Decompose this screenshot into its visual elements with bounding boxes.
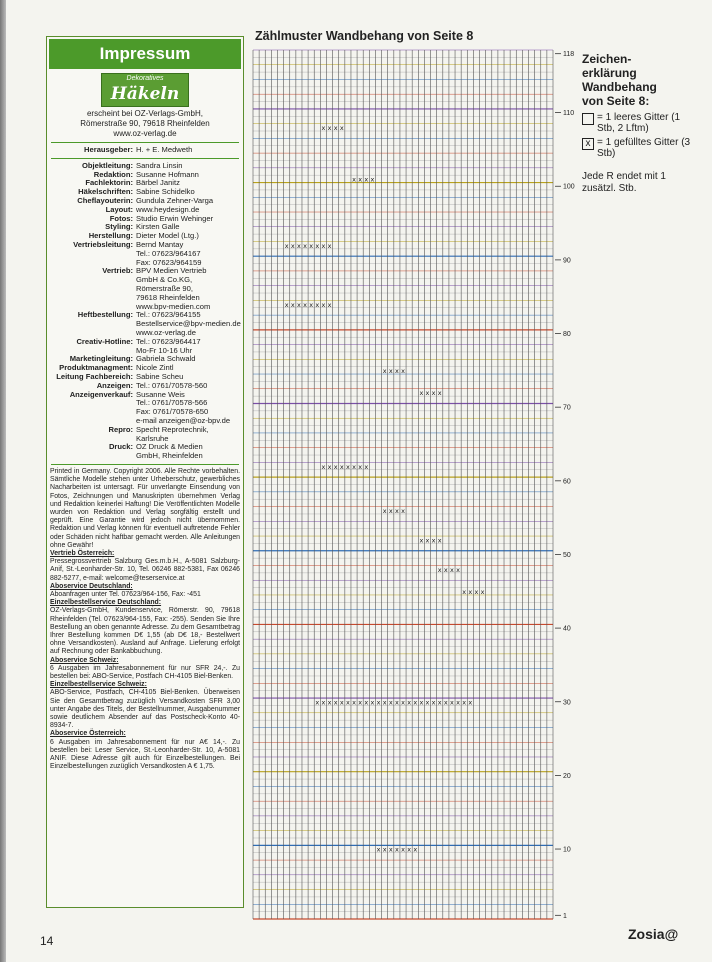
section-text: 6 Ausgaben im Jahresabonnement für nur SFR 24,-. Zu bestellen bei: ABO-Service, Postfach CH-4105 Biel-Benken.	[50, 664, 240, 680]
filled-cell-mark: x	[376, 845, 381, 854]
filled-cell-mark: x	[407, 845, 412, 854]
filled-cell-mark: x	[382, 845, 387, 854]
empty-square-icon	[582, 113, 594, 125]
credit-label: Heftbestellung:	[77, 310, 133, 320]
editor-value: H. + E. Medweth	[136, 145, 193, 154]
credit-value: Sabine Schidelko	[136, 187, 195, 197]
legend-empty-label: = 1 leeres Gitter (1 Stb, 2 Lftm)	[597, 112, 681, 134]
section-heading: Aboservice Schweiz:	[50, 656, 119, 664]
credit-value: Bernd Mantay Tel.: 07623/964167 Fax: 07623/964159	[136, 239, 202, 267]
filled-cell-mark: x	[437, 698, 442, 707]
credit-value: Nicole Zintl	[136, 363, 174, 373]
filled-square-icon: x	[582, 138, 594, 150]
filled-cell-mark: x	[364, 462, 369, 471]
logo-small-text: Dekoratives	[126, 75, 164, 82]
filled-cell-mark: x	[364, 175, 369, 184]
filled-cell-mark: x	[450, 698, 454, 707]
credit-label: Creativ-Hotline:	[76, 336, 133, 346]
filled-cell-mark: x	[303, 241, 307, 250]
credit-value: BPV Medien Vertrieb GmbH & Co.KG, Römerstraße 90, 79618 Rheinfelden www.bpv-medien.com	[136, 266, 211, 311]
filled-cell-mark: x	[321, 300, 326, 309]
credit-value: www.heydesign.de	[136, 204, 200, 214]
credit-label: Anzeigenverkauf:	[69, 389, 133, 399]
section-heading: Vertrieb Österreich:	[50, 549, 115, 557]
impressum-title: Impressum	[49, 39, 241, 69]
filled-cell-mark: x	[382, 698, 387, 707]
filled-cell-mark: x	[339, 462, 344, 471]
filled-cell-mark: x	[413, 845, 418, 854]
row-note: Jede R endet mit 1 zusätzl. Stb.	[582, 171, 666, 194]
filled-cell-mark: x	[419, 698, 424, 707]
row-label: 30	[563, 699, 571, 707]
filled-cell-mark: x	[327, 462, 332, 471]
credit-label: Häkelschriften:	[78, 187, 133, 197]
filled-cell-mark: x	[284, 241, 289, 250]
filled-cell-mark: x	[321, 241, 326, 250]
credit-label: Anzeigen:	[96, 380, 133, 390]
filled-cell-mark: x	[358, 462, 363, 471]
filled-cell-mark: x	[321, 698, 326, 707]
publisher-line: www.oz-verlag.de	[113, 129, 177, 138]
filled-cell-mark: x	[352, 175, 356, 184]
filled-cell-mark: x	[443, 565, 448, 574]
filled-cell-mark: x	[456, 565, 461, 574]
filled-cell-mark: x	[296, 241, 301, 250]
filled-cell-mark: x	[431, 698, 436, 707]
filled-cell-mark: x	[456, 698, 461, 707]
credit-value: Sabine Scheu	[136, 371, 184, 381]
filled-cell-mark: x	[290, 300, 295, 309]
filled-cell-mark: x	[321, 462, 326, 471]
filled-cell-mark: x	[462, 698, 467, 707]
credit-label: Produktmanagment:	[59, 363, 133, 373]
publisher-line: erscheint bei OZ-Verlags-GmbH,	[86, 109, 204, 118]
row-label: 40	[563, 625, 571, 633]
filled-cell-mark: x	[333, 462, 338, 471]
filled-cell-mark: x	[333, 124, 338, 133]
filled-cell-mark: x	[315, 698, 320, 707]
credit-value: Tel.: 0761/70578-560	[136, 380, 208, 390]
filled-cell-mark: x	[431, 389, 436, 398]
credit-label: Fotos:	[109, 213, 133, 223]
section-heading: Einzelbestellservice Schweiz:	[50, 681, 147, 689]
filled-cell-mark: x	[425, 698, 430, 707]
filled-cell-mark: x	[437, 536, 442, 545]
filled-cell-mark: x	[437, 389, 442, 398]
filled-cell-mark: x	[327, 300, 332, 309]
filled-cell-mark: x	[382, 506, 387, 515]
filled-cell-mark: x	[364, 698, 369, 707]
filled-cell-mark: x	[339, 698, 344, 707]
filled-cell-mark: x	[468, 587, 473, 596]
filled-cell-mark: x	[394, 698, 399, 707]
filled-cell-mark: x	[394, 367, 399, 376]
row-label: 1	[563, 912, 567, 920]
credit-value: Sandra Linsin	[136, 160, 183, 170]
filled-cell-mark: x	[388, 845, 393, 854]
filled-cell-mark: x	[450, 565, 454, 574]
credit-value: Studio Erwin Wehinger	[136, 213, 214, 223]
filled-cell-mark: x	[370, 175, 375, 184]
page-number: 14	[40, 934, 54, 948]
filled-cell-mark: x	[407, 698, 412, 707]
copyright-text: Printed in Germany. Copyright 2006. Alle Rechte vorbehalten. Sämtliche Modelle stehen unter Urheberschutz, gewerbliches Nacharbeiten ist untersagt. Für unverlangte Einsendung von Fotos, Zeichnungen und Manuskripten übernehmen Verlag und Redaktion keinerlei Haftung! Die Veröffentlichten Modelle wurden von Redaktion und Verlag sorgfältig erstellt und geprüft. Eine Garantie wird jedoch nicht übernommen. Redaktion und Verlag können für eventuell auftretende Fehler oder Schäden nicht haftbar gemacht werden. Alle Anleitungen ohne Gewähr!	[50, 467, 240, 549]
filled-cell-mark: x	[474, 587, 479, 596]
filled-cell-mark: x	[290, 241, 295, 250]
filled-cell-mark: x	[296, 300, 301, 309]
credit-value: Kirsten Galle	[136, 222, 180, 232]
filled-cell-mark: x	[413, 698, 418, 707]
filled-cell-mark: x	[303, 300, 307, 309]
credit-label: Objektleitung:	[81, 160, 133, 170]
filled-cell-mark: x	[401, 698, 405, 707]
credit-value: Susanne Hofmann	[136, 169, 199, 179]
section-text: 6 Ausgaben im Jahresabonnement für nur A€ 14,-. Zu bestellen bei: Leser Service, St.-Leonharder-Str. 10, A-5081 ANIF. Diese Adresse gilt auch für Einzelbestellungen. Bei Einzelbestellungen zuzüglich Versandkosten A € 1,75.	[50, 738, 240, 771]
filled-cell-mark: x	[394, 845, 399, 854]
row-label: 118	[563, 51, 575, 59]
credit-label: Vertriebsleitung:	[73, 239, 133, 249]
credit-value: Gundula Zehner-Varga	[136, 195, 214, 205]
credit-label: Layout:	[105, 204, 133, 214]
filled-cell-mark: x	[370, 698, 375, 707]
section-heading: Aboservice Deutschland:	[50, 582, 133, 590]
filled-cell-mark: x	[315, 300, 320, 309]
filled-cell-mark: x	[419, 536, 424, 545]
filled-cell-mark: x	[401, 367, 405, 376]
row-label: 20	[563, 772, 571, 780]
credit-value: Dieter Model (Ltg.)	[136, 231, 199, 241]
filled-cell-mark: x	[309, 241, 314, 250]
filled-cell-mark: x	[382, 367, 387, 376]
credit-label: Fachlektorin:	[85, 178, 133, 188]
credit-label: Redaktion:	[93, 169, 133, 179]
section-text: Pressegrossvertrieb Salzburg Ges.m.b.H., A-5081 Salzburg-Anif, St.-Leonharder-Str. 10, Tel. 06246 882-5381, Fax 06246 882-5277, e-mail: welcome@teserservice.at	[50, 558, 240, 582]
legend-title	[582, 52, 662, 108]
filled-cell-mark: x	[333, 698, 338, 707]
credit-label: Vertrieb:	[102, 266, 133, 276]
row-label: 10	[563, 846, 571, 854]
credit-label: Styling:	[105, 222, 133, 232]
section-text: Aboanfragen unter Tel. 07623/964-156, Fax: -451	[50, 590, 201, 598]
legend-title-text: Zeichen-erklärung Wandbehang von Seite 8:	[582, 52, 657, 108]
filled-cell-mark: x	[480, 587, 485, 596]
filled-cell-mark: x	[327, 124, 332, 133]
row-label: 50	[563, 551, 571, 559]
filled-cell-mark: x	[321, 124, 326, 133]
filled-cell-mark: x	[443, 698, 448, 707]
publisher-line: Römerstraße 90, 79618 Rheinfelden	[80, 119, 210, 128]
credit-label: Marketingleitung:	[69, 354, 133, 364]
editor-label: Herausgeber:	[84, 145, 133, 154]
filled-cell-mark: x	[468, 698, 473, 707]
legend-filled-label: = 1 gefülltes Gitter (3 Stb)	[597, 137, 691, 159]
filled-cell-mark: x	[309, 300, 314, 309]
filled-cell-mark: x	[358, 175, 363, 184]
filled-cell-mark: x	[462, 587, 467, 596]
filled-cell-mark: x	[388, 698, 393, 707]
filled-cell-mark: x	[345, 462, 350, 471]
credit-value: Susanne Weis Tel.: 0761/70578-566 Fax: 0761/70578-650 e-mail anzeigen@oz-bpv.de	[136, 389, 231, 425]
filled-cell-mark: x	[345, 698, 350, 707]
filled-cell-mark: x	[401, 506, 405, 515]
filled-cell-mark: x	[437, 565, 442, 574]
credit-value: Bärbel Janitz	[136, 178, 180, 188]
credit-value: OZ Druck & Medien GmbH, Rheinfelden	[136, 442, 203, 461]
filled-cell-mark: x	[315, 241, 320, 250]
credit-value: Tel.: 07623/964417 Mo-Fr 10-16 Uhr	[136, 336, 201, 355]
row-label: 60	[563, 478, 571, 486]
signature: Zosia@	[628, 926, 679, 942]
filled-cell-mark: x	[419, 389, 424, 398]
credit-label: Leitung Fachbereich:	[56, 371, 133, 381]
filled-cell-mark: x	[327, 241, 332, 250]
credit-value: Specht Reprotechnik, Karlsruhe	[136, 424, 209, 443]
filled-cell-mark: x	[388, 506, 393, 515]
credit-value: Tel.: 07623/964155 Bestellservice@bpv-medien.de www.oz-verlag.de	[136, 310, 241, 337]
filled-cell-mark: x	[284, 300, 289, 309]
row-label: 110	[563, 110, 575, 118]
section-heading: Aboservice Österreich:	[50, 730, 126, 738]
filled-cell-mark: x	[388, 367, 393, 376]
logo-title: Häkeln	[110, 84, 180, 104]
filled-cell-mark: x	[339, 124, 344, 133]
chart-title: Zählmuster Wandbehang von Seite 8	[255, 29, 474, 43]
filled-cell-mark: x	[425, 536, 430, 545]
section-text: OZ-Verlags-GmbH, Kundenservice, Römerstr. 90, 79618 Rheinfelden (Tel. 07623/964-155, Fax: -255). Senden Sie Ihre Bestellung an oben genannte Adresse. Zu dem Gesamtbetrag Ihrer Bestellung kommen D€ 1,55 (ab D€ 18,- Bestellwert ohne Versandkosten). Ausland auf Anfrage. Lieferung erfolgt auf Rechnung oder Bankabbuchung.	[50, 607, 240, 656]
section-heading: Einzelbestellservice Deutschland:	[50, 599, 162, 607]
filled-cell-mark: x	[327, 698, 332, 707]
filled-cell-mark: x	[431, 536, 436, 545]
credit-label: Druck:	[108, 442, 133, 452]
credit-label: Repro:	[108, 424, 133, 434]
credit-value: Gabriela Schwald	[136, 354, 196, 364]
filled-cell-mark: x	[425, 389, 430, 398]
filled-cell-mark: x	[358, 698, 363, 707]
section-text: ABO-Service, Postfach, CH-4105 Biel-Benken. Überweisen Sie den Gesamtbetrag zuzüglich Versandkosten SFR 3,00 unter Angabe des Titels, der Bestellnummer, Ausgabenummer sowie deutlichem Absender auf das Postscheck-Konto 40-8934-7.	[50, 689, 240, 730]
credit-label: Cheflayouterin:	[77, 195, 133, 205]
row-label: 80	[563, 331, 571, 339]
filled-cell-mark: x	[352, 462, 356, 471]
filled-cell-mark: x	[352, 698, 356, 707]
row-label: 90	[563, 257, 571, 265]
filled-cell-mark: x	[401, 845, 405, 854]
legend-filled	[582, 137, 697, 159]
row-label: 100	[563, 183, 575, 191]
row-label: 70	[563, 404, 571, 412]
credit-label: Herstellung:	[88, 231, 133, 241]
filled-cell-mark: x	[376, 698, 381, 707]
legend-empty	[582, 112, 697, 134]
filled-cell-mark: x	[394, 506, 399, 515]
